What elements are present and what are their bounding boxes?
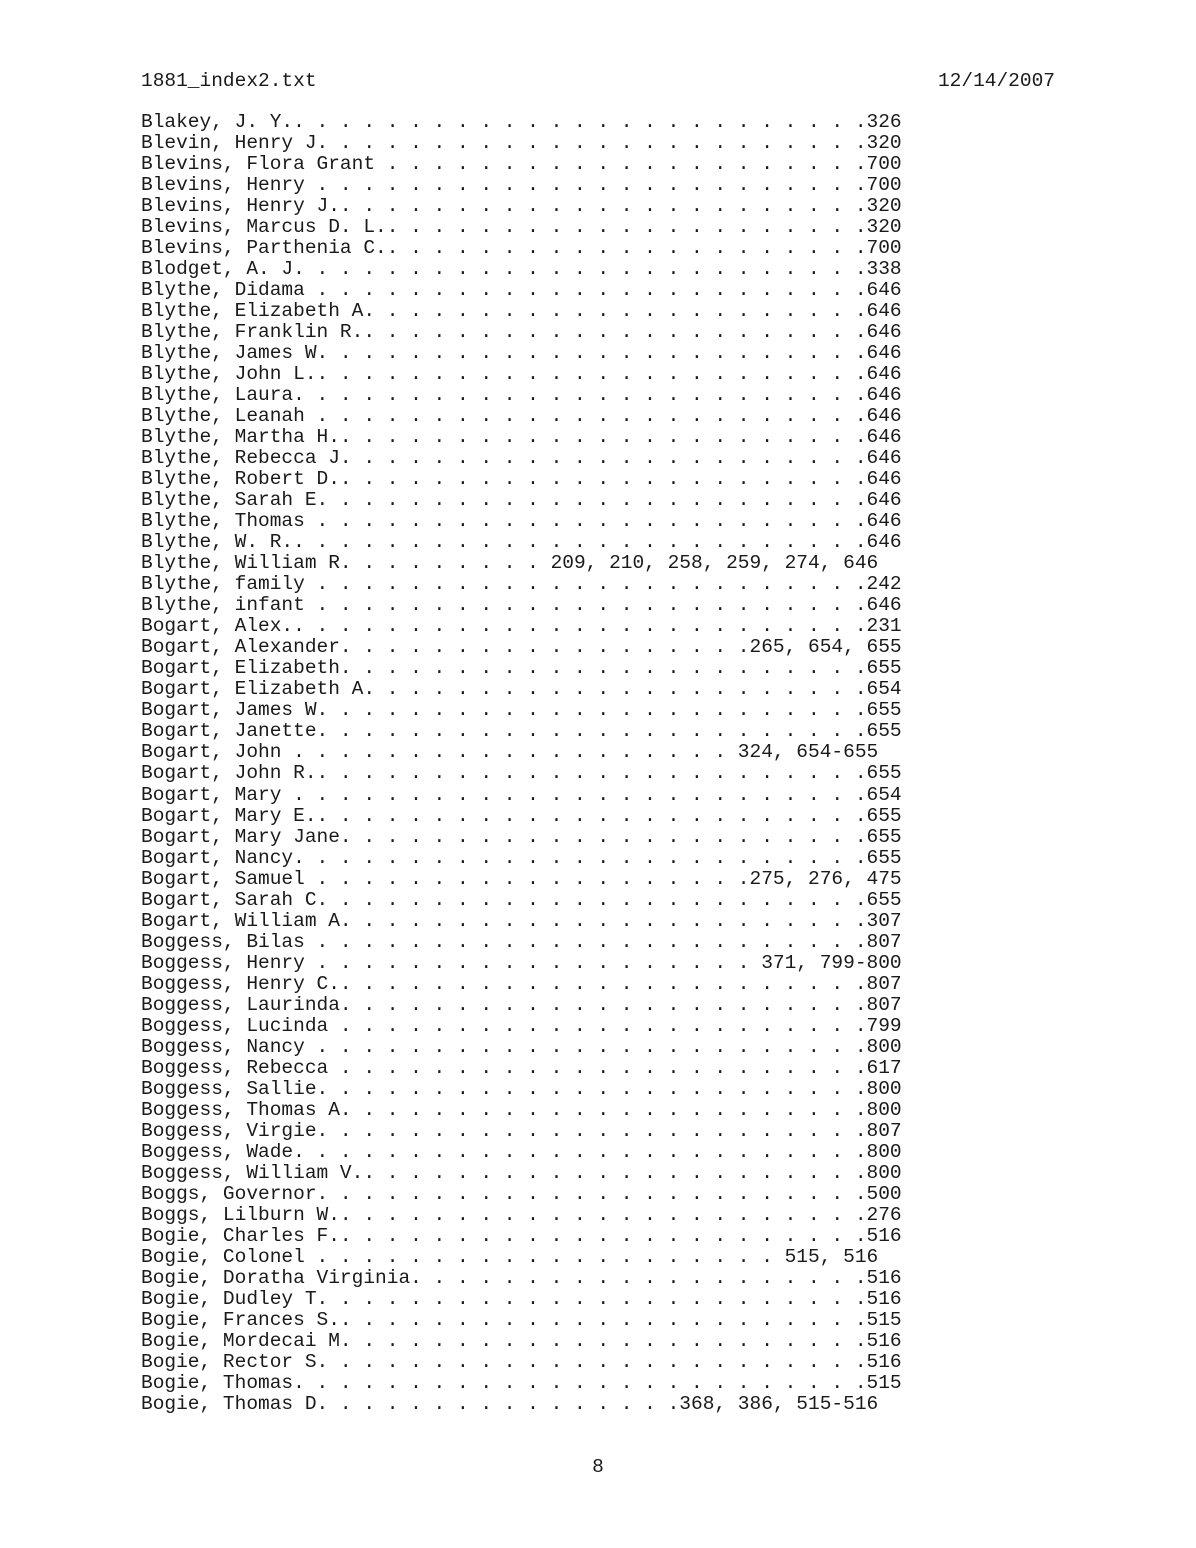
index-entry: Bogie, Doratha Virginia. . . . . . . . . . . . . . . . . . . .516 <box>141 1266 902 1289</box>
index-entry: Bogie, Charles F.. . . . . . . . . . . . . . . . . . . . . . .516 <box>141 1224 902 1247</box>
index-entry: Bogie, Colonel . . . . . . . . . . . . . . . . . . . . 515, 516 <box>141 1245 879 1268</box>
index-entry: Bogart, Alexander. . . . . . . . . . . . . . . . . .265, 654, 655 <box>141 636 902 659</box>
page-number: 8 <box>592 1456 604 1478</box>
index-entry: Boggs, Lilburn W.. . . . . . . . . . . . . . . . . . . . . . .276 <box>141 1203 902 1226</box>
index-entry: Bogart, Mary Jane. . . . . . . . . . . . . . . . . . . . . . .655 <box>141 825 902 848</box>
index-entry: Blythe, Sarah E. . . . . . . . . . . . . . . . . . . . . . . .646 <box>141 489 902 512</box>
index-entry: Blythe, infant . . . . . . . . . . . . . . . . . . . . . . . .646 <box>141 594 902 617</box>
index-entry: Bogie, Frances S.. . . . . . . . . . . . . . . . . . . . . . .515 <box>141 1308 902 1331</box>
index-entry: Bogart, James W. . . . . . . . . . . . . . . . . . . . . . . .655 <box>141 699 902 722</box>
index-entry: Boggs, Governor. . . . . . . . . . . . . . . . . . . . . . . .500 <box>141 1182 902 1205</box>
index-entry: Blythe, Leanah . . . . . . . . . . . . . . . . . . . . . . . .646 <box>141 405 902 428</box>
index-entry: Blevins, Marcus D. L.. . . . . . . . . . . . . . . . . . . . .320 <box>141 216 902 239</box>
index-entry: Blythe, James W. . . . . . . . . . . . . . . . . . . . . . . .646 <box>141 342 902 365</box>
index-entry: Bogart, Elizabeth A. . . . . . . . . . . . . . . . . . . . . .654 <box>141 678 902 701</box>
index-entry: Boggess, Bilas . . . . . . . . . . . . . . . . . . . . . . . .807 <box>141 930 902 953</box>
index-entry: Boggess, Thomas A. . . . . . . . . . . . . . . . . . . . . . .800 <box>141 1098 902 1121</box>
index-entry: Bogart, Samuel . . . . . . . . . . . . . . . . . . .275, 276, 475 <box>141 867 902 890</box>
index-entry: Blevins, Parthenia C.. . . . . . . . . . . . . . . . . . . . .700 <box>141 237 902 260</box>
index-entry: Blythe, Rebecca J. . . . . . . . . . . . . . . . . . . . . . .646 <box>141 447 902 470</box>
file-name: 1881_index2.txt <box>141 70 317 92</box>
index-entry: Blevins, Henry . . . . . . . . . . . . . . . . . . . . . . . .700 <box>141 174 902 197</box>
index-entry: Blythe, Laura. . . . . . . . . . . . . . . . . . . . . . . . .646 <box>141 384 902 407</box>
index-entry: Bogart, Janette. . . . . . . . . . . . . . . . . . . . . . . .655 <box>141 720 902 743</box>
index-entry: Bogart, Nancy. . . . . . . . . . . . . . . . . . . . . . . . .655 <box>141 846 902 869</box>
index-entry: Bogart, Mary E.. . . . . . . . . . . . . . . . . . . . . . . .655 <box>141 804 902 827</box>
index-entry: Bogart, Sarah C. . . . . . . . . . . . . . . . . . . . . . . .655 <box>141 888 902 911</box>
index-entry: Blythe, family . . . . . . . . . . . . . . . . . . . . . . . .242 <box>141 573 902 596</box>
index-entry: Bogie, Thomas. . . . . . . . . . . . . . . . . . . . . . . . .515 <box>141 1371 902 1394</box>
index-entry: Bogart, John . . . . . . . . . . . . . . . . . . . 324, 654-655 <box>141 741 879 764</box>
index-entry: Blythe, John L.. . . . . . . . . . . . . . . . . . . . . . . .646 <box>141 363 902 386</box>
index-entry: Blythe, Franklin R.. . . . . . . . . . . . . . . . . . . . . .646 <box>141 321 902 344</box>
index-entry: Boggess, William V.. . . . . . . . . . . . . . . . . . . . . .800 <box>141 1161 902 1184</box>
index-entry: Boggess, Sallie. . . . . . . . . . . . . . . . . . . . . . . .800 <box>141 1077 902 1100</box>
index-entry: Blythe, Didama . . . . . . . . . . . . . . . . . . . . . . . .646 <box>141 279 902 302</box>
index-entry: Boggess, Henry C.. . . . . . . . . . . . . . . . . . . . . . .807 <box>141 972 902 995</box>
index-entry: Blevins, Henry J.. . . . . . . . . . . . . . . . . . . . . . .320 <box>141 195 902 218</box>
index-entry: Blythe, W. R.. . . . . . . . . . . . . . . . . . . . . . . . .646 <box>141 531 902 554</box>
index-entry: Blythe, Robert D.. . . . . . . . . . . . . . . . . . . . . . .646 <box>141 468 902 491</box>
index-entry: Bogie, Mordecai M. . . . . . . . . . . . . . . . . . . . . . .516 <box>141 1329 902 1352</box>
index-entry: Blythe, Martha H.. . . . . . . . . . . . . . . . . . . . . . .646 <box>141 426 902 449</box>
index-entry: Bogart, William A. . . . . . . . . . . . . . . . . . . . . . .307 <box>141 909 902 932</box>
index-entry: Blakey, J. Y.. . . . . . . . . . . . . . . . . . . . . . . . .326 <box>141 111 902 133</box>
index-entry: Boggess, Wade. . . . . . . . . . . . . . . . . . . . . . . . .800 <box>141 1140 902 1163</box>
index-entry: Blythe, William R. . . . . . . . . 209, 210, 258, 259, 274, 646 <box>141 552 879 575</box>
index-entry: Bogart, Elizabeth. . . . . . . . . . . . . . . . . . . . . . .655 <box>141 657 902 680</box>
index-entry: Bogie, Dudley T. . . . . . . . . . . . . . . . . . . . . . . .516 <box>141 1287 902 1310</box>
index-entry: Boggess, Nancy . . . . . . . . . . . . . . . . . . . . . . . .800 <box>141 1035 902 1058</box>
index-entry: Bogie, Thomas D. . . . . . . . . . . . . . . .368, 386, 515-516 <box>141 1392 879 1415</box>
index-entry: Blevin, Henry J. . . . . . . . . . . . . . . . . . . . . . . .320 <box>141 132 902 155</box>
index-entry: Blodget, A. J. . . . . . . . . . . . . . . . . . . . . . . . .338 <box>141 258 902 281</box>
print-date: 12/14/2007 <box>937 70 1055 92</box>
index-entry: Blythe, Thomas . . . . . . . . . . . . . . . . . . . . . . . .646 <box>141 510 902 533</box>
index-entry: Boggess, Lucinda . . . . . . . . . . . . . . . . . . . . . . .799 <box>141 1014 902 1037</box>
index-entry-list <box>141 112 902 1415</box>
index-entry: Bogart, Alex.. . . . . . . . . . . . . . . . . . . . . . . . .231 <box>141 615 902 638</box>
index-entry: Boggess, Virgie. . . . . . . . . . . . . . . . . . . . . . . .807 <box>141 1119 902 1142</box>
index-entry: Boggess, Rebecca . . . . . . . . . . . . . . . . . . . . . . .617 <box>141 1056 902 1079</box>
index-entry: Bogart, John R.. . . . . . . . . . . . . . . . . . . . . . . .655 <box>141 762 902 785</box>
index-entry: Boggess, Henry . . . . . . . . . . . . . . . . . . . 371, 799-800 <box>141 951 902 974</box>
index-entry: Boggess, Laurinda. . . . . . . . . . . . . . . . . . . . . . .807 <box>141 993 902 1016</box>
index-entry: Blythe, Elizabeth A. . . . . . . . . . . . . . . . . . . . . .646 <box>141 300 902 323</box>
index-entry: Bogie, Rector S. . . . . . . . . . . . . . . . . . . . . . . .516 <box>141 1350 902 1373</box>
index-entry: Bogart, Mary . . . . . . . . . . . . . . . . . . . . . . . . .654 <box>141 783 902 806</box>
index-entry: Blevins, Flora Grant . . . . . . . . . . . . . . . . . . . . .700 <box>141 153 902 176</box>
